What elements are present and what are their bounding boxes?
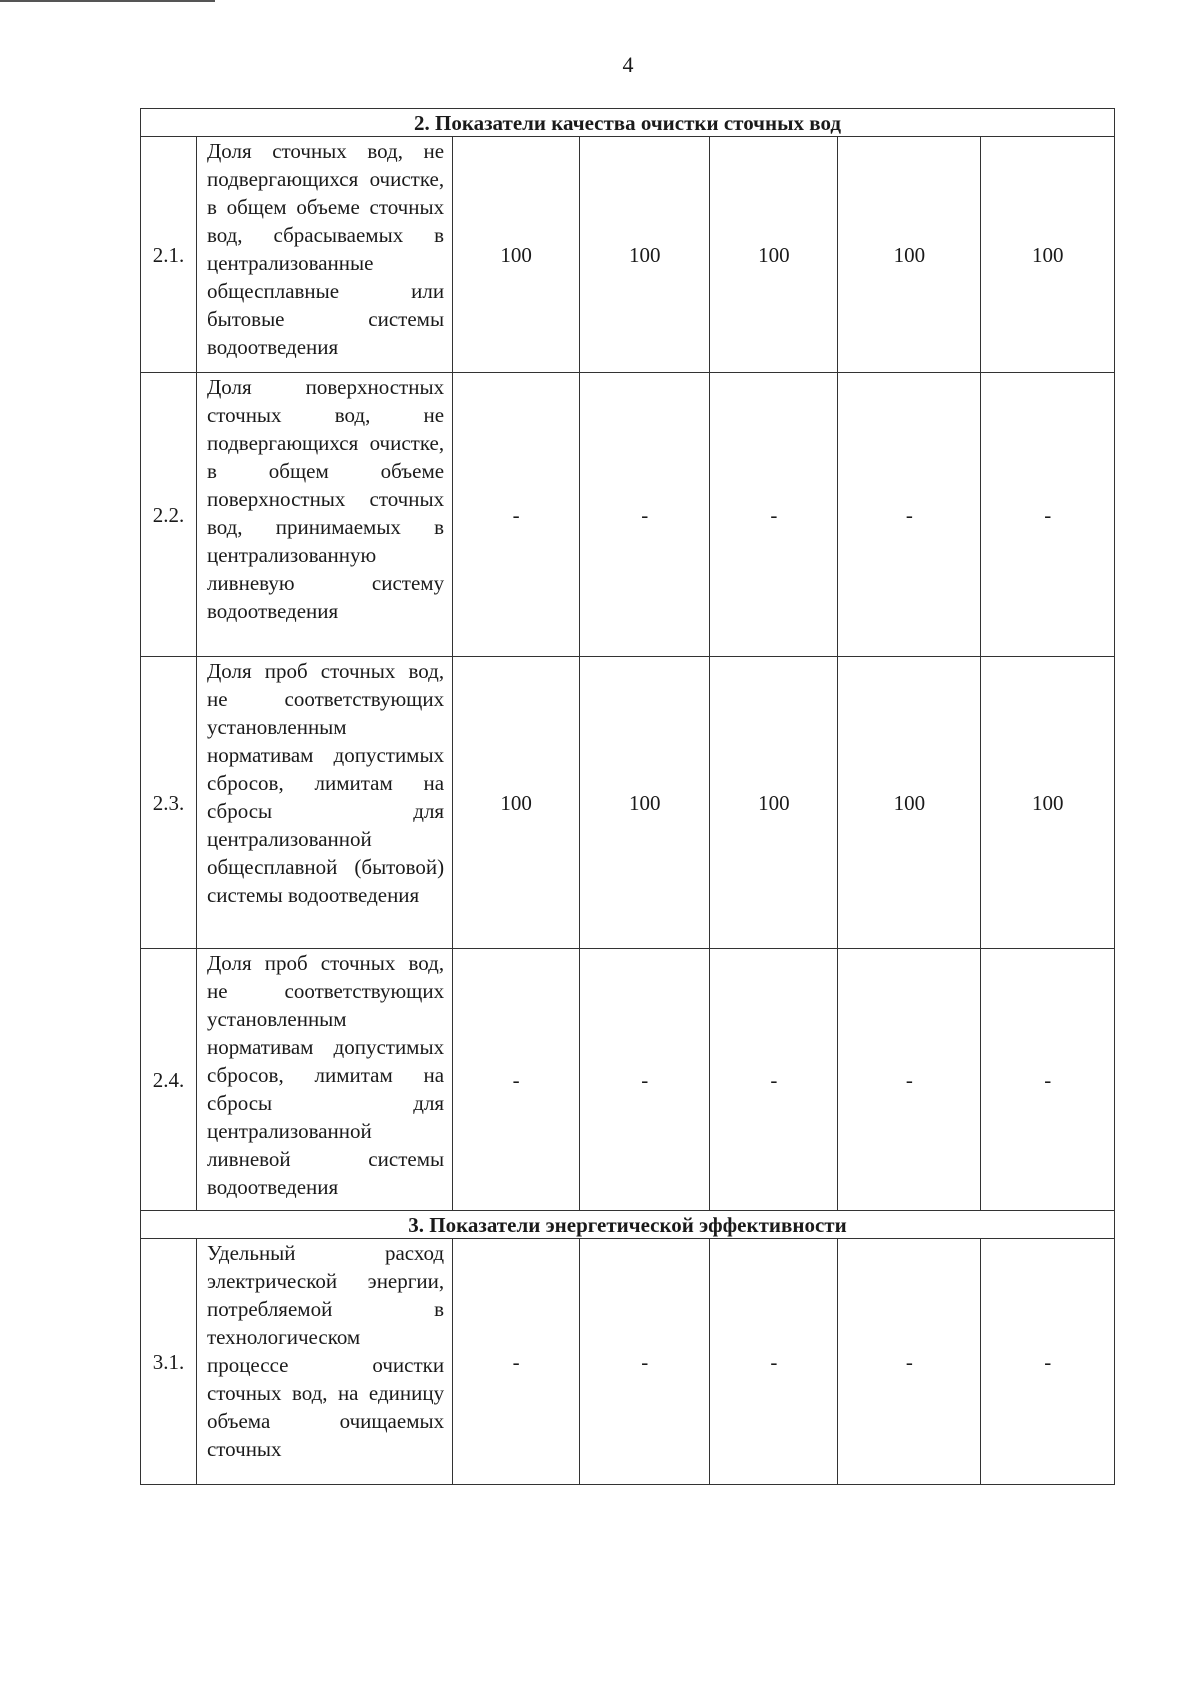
row-value: - bbox=[580, 1239, 710, 1485]
row-description: Доля проб сточных вод, не соответствующих установленным нормативам допустимых сбросов, лимитам на сбросы для централизованной общесплавной (бытовой) системы водоотведения bbox=[196, 657, 452, 949]
scan-edge-mark bbox=[0, 0, 215, 2]
row-value: 100 bbox=[453, 657, 580, 949]
row-value: - bbox=[453, 373, 580, 657]
row-value: 100 bbox=[838, 657, 981, 949]
row-value: 100 bbox=[710, 657, 838, 949]
row-value: 100 bbox=[453, 137, 580, 373]
table-row bbox=[141, 657, 1115, 949]
section-title: 3. Показатели энергетической эффективности bbox=[141, 1211, 1115, 1239]
row-value: 100 bbox=[981, 657, 1115, 949]
row-value: 100 bbox=[580, 137, 710, 373]
row-value: - bbox=[710, 1239, 838, 1485]
row-description: Удельный расход электрической энергии, потребляемой в технологическом процессе очистки сточных вод, на единицу объема очищаемых сточных bbox=[196, 1239, 452, 1485]
row-number: 2.1. bbox=[141, 137, 197, 373]
row-number: 2.4. bbox=[141, 949, 197, 1211]
row-value: - bbox=[710, 949, 838, 1211]
row-value: 100 bbox=[981, 137, 1115, 373]
table-row bbox=[141, 373, 1115, 657]
row-description: Доля проб сточных вод, не соответствующих установленным нормативам допустимых сбросов, лимитам на сбросы для централизованной ливневой системы водоотведения bbox=[196, 949, 452, 1211]
row-value: - bbox=[981, 949, 1115, 1211]
section-header-row bbox=[141, 1211, 1115, 1239]
row-value: 100 bbox=[710, 137, 838, 373]
row-number: 3.1. bbox=[141, 1239, 197, 1485]
indicators-table bbox=[140, 108, 1115, 1485]
table-row bbox=[141, 949, 1115, 1211]
table-row bbox=[141, 1239, 1115, 1485]
row-value: - bbox=[838, 949, 981, 1211]
table-row bbox=[141, 137, 1115, 373]
row-number: 2.2. bbox=[141, 373, 197, 657]
row-value: 100 bbox=[838, 137, 981, 373]
row-value: 100 bbox=[580, 657, 710, 949]
row-value: - bbox=[981, 373, 1115, 657]
row-value: - bbox=[580, 949, 710, 1211]
row-value: - bbox=[453, 1239, 580, 1485]
section-title: 2. Показатели качества очистки сточных вод bbox=[141, 109, 1115, 137]
row-value: - bbox=[838, 373, 981, 657]
row-value: - bbox=[981, 1239, 1115, 1485]
section-header-row bbox=[141, 109, 1115, 137]
row-number: 2.3. bbox=[141, 657, 197, 949]
row-value: - bbox=[838, 1239, 981, 1485]
page-number: 4 bbox=[622, 52, 634, 77]
row-description: Доля сточных вод, не подвергающихся очистке, в общем объеме сточных вод, сбрасываемых в централизованные общесплавные или бытовые системы водоотведения bbox=[196, 137, 452, 373]
row-value: - bbox=[710, 373, 838, 657]
row-value: - bbox=[453, 949, 580, 1211]
row-value: - bbox=[580, 373, 710, 657]
row-description: Доля поверхностных сточных вод, не подвергающихся очистке, в общем объеме поверхностных сточных вод, принимаемых в централизованную ливневую систему водоотведения bbox=[196, 373, 452, 657]
